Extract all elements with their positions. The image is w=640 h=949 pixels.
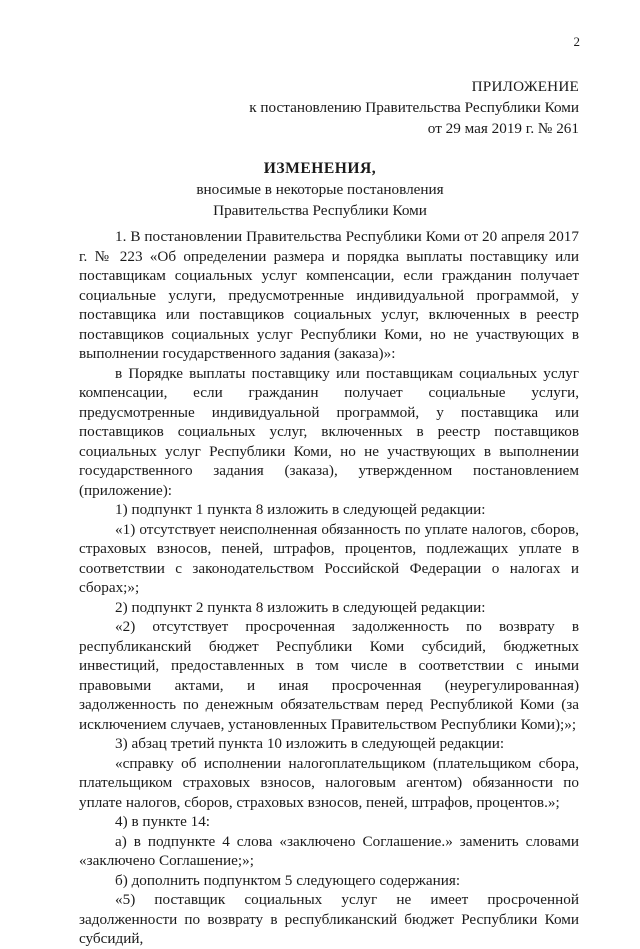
paragraph: 1. В постановлении Правительства Республики Коми от 20 апреля 2017 г. № 223 «Об определении размера и порядка выплаты поставщику или поставщикам социальных услуг компенсации, если гражданин получает социальные услуги, предусмотренные индивидуальной программой, у поставщика или поставщиков социальных услуг, включенных в реестр поставщиков социальных услуг Республики Коми, но не участвующих в выполнении государственного задания (заказа)»: bbox=[79, 228, 579, 362]
paragraph: «1) отсутствует неисполненная обязанность по уплате налогов, сборов, страховых взносов, пеней, штрафов, процентов, подлежащих уплате в соответствии с законодательством Российской Федерации о налогах и сборах;»; bbox=[79, 520, 579, 596]
paragraph: 2) подпункт 2 пункта 8 изложить в следующей редакции: bbox=[115, 598, 486, 616]
document-title: ИЗМЕНЕНИЯ, bbox=[263, 160, 377, 177]
paragraph: «5) поставщик социальных услуг не имеет просроченной задолженности по возврату в республиканский бюджет Республики Коми субсидий, bbox=[79, 891, 579, 947]
paragraph: «2) отсутствует просроченная задолженность по возврату в республиканский бюджет Республики Коми субсидий, бюджетных инвестиций, предоставленных в том числе в соответствии с иными правовыми актами, и иная просроченная (неурегулированная) задолженность по денежным обязательствам перед Республикой Коми (за исключением случаев, установленных Правительством Республики Коми);»; bbox=[79, 618, 579, 733]
paragraph: в Порядке выплаты поставщику или поставщикам социальных услуг компенсации, если гражданин получает социальные услуги, предусмотренные индивидуальной программой, у поставщика или поставщиков социальных услуг, включенных в реестр поставщиков социальных услуг Республики Коми, но не участвующих в выполнении государственного задания (заказа), утвержденном постановлением (приложение): bbox=[79, 364, 579, 499]
document-body bbox=[79, 227, 579, 949]
paragraph: а) в подпункте 4 слова «заключено Соглашение.» заменить словами «заключено Соглашение;»; bbox=[79, 832, 579, 869]
page-number: 2 bbox=[573, 34, 580, 49]
appendix-header bbox=[249, 76, 579, 139]
paragraph: 1) подпункт 1 пункта 8 изложить в следующей редакции: bbox=[115, 501, 486, 518]
paragraph: «справку об исполнении налогоплательщиком (плательщиком сбора, плательщиком страховых взносов, налоговым агентом) обязанности по уплате налогов, сборов, страховых взносов, пеней, штрафов, процентов.»; bbox=[79, 754, 579, 811]
appendix-line-1: к постановлению Правительства Республики Коми bbox=[249, 99, 579, 116]
paragraph: б) дополнить подпунктом 5 следующего содержания: bbox=[115, 871, 461, 889]
document-subtitle-2: Правительства Республики Коми bbox=[213, 202, 427, 219]
document-title-block bbox=[0, 158, 640, 221]
document-subtitle-1: вносимые в некоторые постановления bbox=[196, 181, 444, 198]
paragraph: 4) в пункте 14: bbox=[115, 813, 211, 830]
paragraph: 3) абзац третий пункта 10 изложить в следующей редакции: bbox=[115, 735, 505, 752]
appendix-line-2: от 29 мая 2019 г. № 261 bbox=[427, 120, 579, 137]
appendix-heading: ПРИЛОЖЕНИЕ bbox=[471, 78, 579, 95]
